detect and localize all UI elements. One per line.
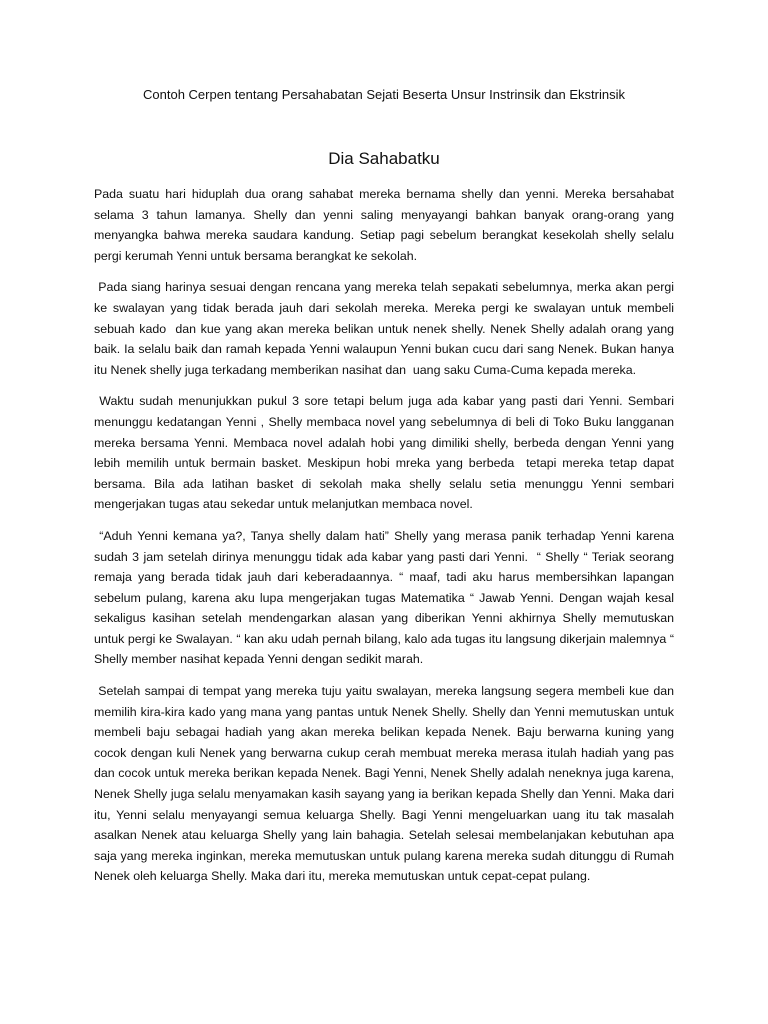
story-paragraph-5: Setelah sampai di tempat yang mereka tuju yaitu swalayan, mereka langsung segera membeli kue dan memilih kira-kira kado yang mana yang pantas untuk Nenek Shelly. Shelly dan Yenni memutuskan untuk membeli baju sebagai hadiah yang akan mereka belikan kepada Nenek. Baju berwarna kuning yang cocok dengan kuli Nenek yang berwarna cukup cerah membuat mereka merasa itulah hadiah yang pas dan cocok untuk mereka berikan kepada Nenek. Bagi Yenni, Nenek Shelly adalah neneknya juga karena, Nenek Shelly juga selalu menyamakan kasih sayang yang ia berikan kepada Shelly dan Yenni. Maka dari itu, Yenni selalu menyayangi semua keluarga Shelly. Bagi Yenni mengeluarkan uang itu tak masalah asalkan Nenek atau keluarga Shelly yang lain bahagia. Setelah selesai membelanjakan kebutuhan apa saja yang mereka inginkan, mereka memutuskan untuk pulang karena mereka sudah ditunggu di Rumah Nenek oleh keluarga Shelly. Maka dari itu, mereka memutuskan untuk cepat-cepat pulang.	[94, 684, 678, 884]
story-paragraph-4: “Aduh Yenni kemana ya?, Tanya shelly dalam hati” Shelly yang merasa panik terhadap Yenni karena sudah 3 jam setelah dirinya menunggu tidak ada kabar yang pasti dari Yenni. “ Shelly “ Teriak seorang remaja yang berada tidak jauh dari keberadaannya. “ maaf, tadi aku harus membersihkan lapangan sebelum pulang, karena aku lupa mengerjakan tugas Matematika “ Jawab Yenni. Dengan wajah kesal sekaligus kasihan setelah mendengarkan alasan yang diberikan Yenni akhirnya Shelly memutuskan untuk pergi ke Swalayan. “ kan aku udah pernah bilang, kalo ada tugas itu langsung dikerjain malemnya “ Shelly member nasihat kepada Yenni dengan sedikit marah.	[94, 528, 678, 667]
story-paragraph-3: Waktu sudah menunjukkan pukul 3 sore tetapi belum juga ada kabar yang pasti dari Yenni. Sembari menunggu kedatangan Yenni , Shelly membaca novel yang sebelumnya di beli di Toko Buku langganan mereka bersama Yenni. Membaca novel adalah hobi yang dimiliki shelly, berbeda dengan Yenni yang lebih memilih untuk bermain basket. Meskipun hobi mreka yang berbeda tetapi mereka tetap dapat bersama. Bila ada latihan basket di sekolah maka shelly selalu setia menunggu Yenni sembari mengerjakan tugas atau sekedar untuk melanjutkan membaca novel.	[94, 394, 678, 512]
story-paragraph-1: Pada suatu hari hiduplah dua orang sahabat mereka bernama shelly dan yenni. Mereka bersahabat selama 3 tahun lamanya. Shelly dan yenni saling menyayangi bahkan banyak orang-orang yang menyangka bahwa mereka saudara kandung. Setiap pagi sebelum berangkat kesekolah shelly selalu pergi kerumah Yenni untuk bersama berangkat ke sekolah.	[94, 187, 678, 263]
story-title: Dia Sahabatku	[328, 149, 440, 168]
document-header: Contoh Cerpen tentang Persahabatan Sejati Beserta Unsur Instrinsik dan Ekstrinsik	[143, 87, 625, 102]
story-paragraph-2: Pada siang harinya sesuai dengan rencana yang mereka telah sepakati sebelumnya, merka akan pergi ke swalayan yang tidak berada jauh dari sekolah mereka. Mereka pergi ke swalayan untuk membeli sebuah kado dan kue yang akan mereka belikan untuk nenek shelly. Nenek Shelly adalah orang yang baik. Ia selalu baik dan ramah kepada Yenni walaupun Yenni bukan cucu dari sang Nenek. Bukan hanya itu Nenek shelly juga terkadang memberikan nasihat dan uang saku Cuma-Cuma kepada mereka.	[94, 280, 678, 377]
